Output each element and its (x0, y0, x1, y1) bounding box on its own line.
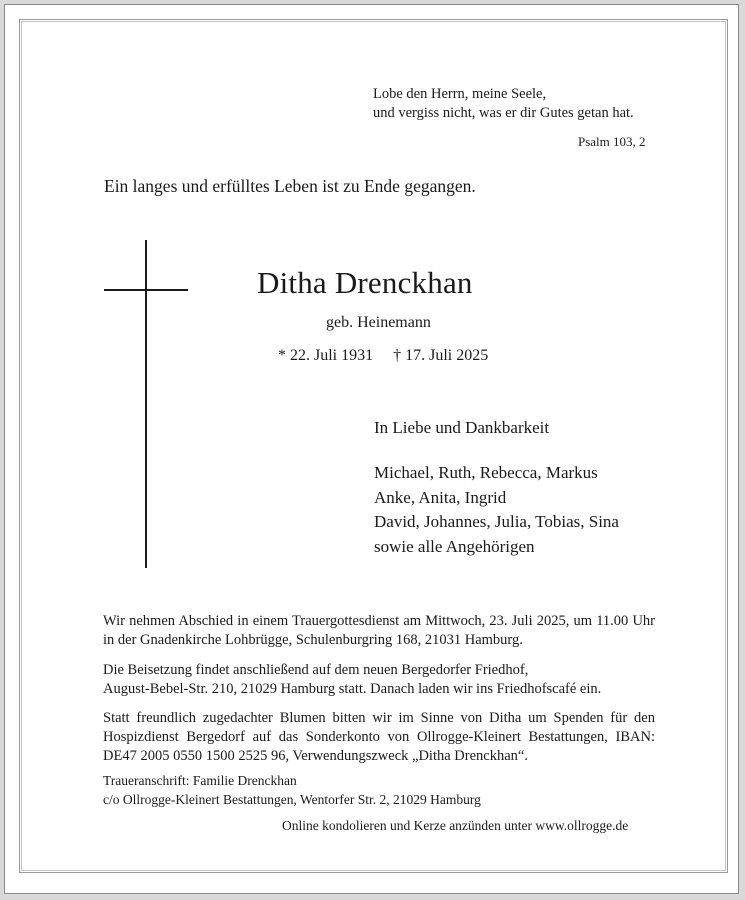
mourner-line: Anke, Anita, Ingrid (374, 487, 507, 507)
mourners-heading: In Liebe und Dankbarkeit (374, 418, 550, 437)
deceased-name: Ditha Drenckhan (257, 265, 473, 300)
quote-line-1: Lobe den Herrn, meine Seele, (373, 86, 547, 102)
burial-line-1: Die Beisetzung findet anschließend auf dem neuen Bergedorfer Friedhof, (103, 662, 529, 678)
online-condolence-text: Online kondolieren und Kerze anzünden unter www.ollrogge.de (282, 818, 629, 833)
birth-name: geb. Heinemann (326, 314, 431, 331)
mourner-line: Michael, Ruth, Rebecca, Markus (374, 463, 598, 482)
address-line-2: c/o Ollrogge-Kleinert Bestattungen, Wentorfer Str. 2, 21029 Hamburg (103, 792, 481, 807)
mourners-list (374, 461, 619, 559)
quote-source: Psalm 103, 2 (578, 134, 646, 149)
service-paragraph: Wir nehmen Abschied in einem Trauergottesdienst am Mittwoch, 23. Juli 2025, um 11.00 Uhr in der Gnadenkirche Lohbrügge, Schulenburgring 168, 21031 Hamburg. (103, 613, 655, 648)
life-dates (278, 347, 488, 365)
address-line-1: Traueranschrift: Familie Drenckhan (103, 773, 297, 788)
burial-paragraph (103, 661, 655, 699)
cross-icon-horizontal (104, 289, 188, 291)
quote-line-2: und vergiss nicht, was er dir Gutes getan hat. (373, 105, 634, 121)
mourner-line: sowie alle Angehörigen (374, 536, 535, 556)
intro-text: Ein langes und erfülltes Leben ist zu Ende gegangen. (104, 176, 476, 196)
donation-paragraph: Statt freundlich zugedachter Blumen bitten wir im Sinne von Ditha um Spenden für den Hospizdienst Bergedorf auf das Sonderkonto von Ollrogge-Kleinert Bestattungen, IBAN: DE47 2005 0550 1500 2525 96, Verwendungszweck „Ditha Drenckhan“. (103, 710, 655, 764)
death-date: † 17. Juli 2025 (393, 347, 489, 364)
burial-line-2: August-Bebel-Str. 210, 21029 Hamburg statt. Danach laden wir ins Friedhofscafé ein. (103, 681, 602, 697)
birth-date: * 22. Juli 1931 (278, 347, 374, 364)
mourner-line: David, Johannes, Julia, Tobias, Sina (374, 512, 619, 531)
